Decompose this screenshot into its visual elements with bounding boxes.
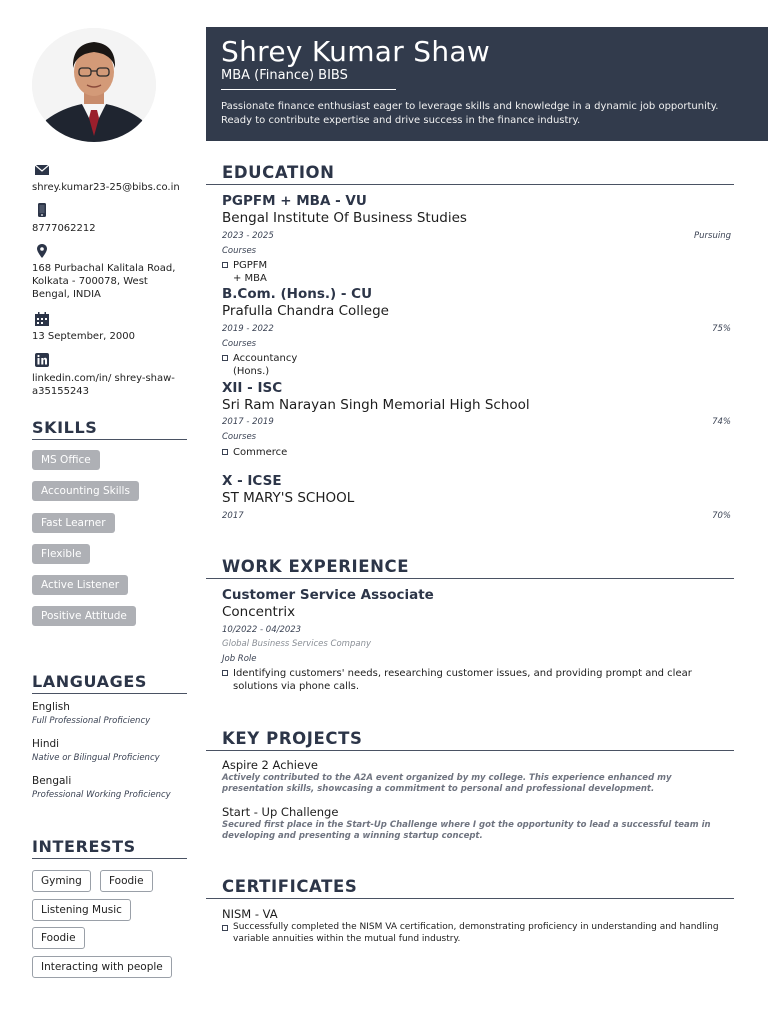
envelope-icon xyxy=(34,162,50,178)
interest-tag: Foodie xyxy=(32,927,85,949)
education-score: Pursuing xyxy=(694,231,731,241)
project-description: Actively contributed to the A2A event organized by my college. This experience enhanced my presentation skills, showcasing a commitment to personal and professional development. xyxy=(222,773,672,794)
interest-tag: Listening Music xyxy=(32,899,131,921)
skill-tag: Active Listener xyxy=(32,575,128,595)
interests-heading: INTERESTS xyxy=(32,837,187,859)
skill-tag: Positive Attitude xyxy=(32,606,136,626)
education-years: 2019 - 2022 xyxy=(222,324,274,334)
profile-header xyxy=(206,27,768,141)
bullet-square-icon xyxy=(222,355,228,361)
profile-summary: Passionate finance enthusiast eager to leverage skills and knowledge in a dynamic job opportunity. Ready to contribute expertise and drive success in the finance industry. xyxy=(221,101,719,126)
candidate-degree: MBA (Finance) BIBS xyxy=(221,68,348,83)
language-level: Native or Bilingual Proficiency xyxy=(32,753,160,763)
language-level: Professional Working Proficiency xyxy=(32,790,171,800)
contact-email[interactable]: shrey.kumar23-25@bibs.co.in xyxy=(32,182,180,193)
languages-heading: LANGUAGES xyxy=(32,672,187,694)
interest-tag: Gyming xyxy=(32,870,91,892)
education-degree: XII - ISC xyxy=(222,380,283,396)
job-role-label: Job Role xyxy=(222,654,257,664)
education-years: 2023 - 2025 xyxy=(222,231,274,241)
skill-tag: Fast Learner xyxy=(32,513,115,533)
education-school: Bengal Institute Of Business Studies xyxy=(222,210,467,226)
project-description: Secured first place in the Start-Up Challenge where I got the opportunity to lead a successful team in developing and presenting a winning startup concept. xyxy=(222,820,711,841)
job-title: Customer Service Associate xyxy=(222,587,434,603)
language-name: English xyxy=(32,701,70,713)
linkedin-icon xyxy=(34,352,50,368)
education-score: 74% xyxy=(712,417,731,427)
skill-tag: Flexible xyxy=(32,544,90,564)
contact-phone[interactable]: 8777062212 xyxy=(32,223,96,234)
certificates-heading: CERTIFICATES xyxy=(206,877,734,899)
education-score: 70% xyxy=(712,511,731,521)
skill-tag: MS Office xyxy=(32,450,100,470)
courses-label: Courses xyxy=(222,339,257,349)
language-level: Full Professional Proficiency xyxy=(32,716,151,726)
contact-linkedin[interactable]: linkedin.com/in/ shrey-shaw-a35155243 xyxy=(32,373,175,397)
bullet-square-icon xyxy=(222,262,228,268)
education-heading: EDUCATION xyxy=(206,163,734,185)
language-name: Bengali xyxy=(32,775,72,787)
phone-icon xyxy=(34,202,50,218)
bullet-square-icon xyxy=(222,449,228,455)
company-name: Concentrix xyxy=(222,604,296,620)
education-school: ST MARY'S SCHOOL xyxy=(222,490,355,506)
education-degree: PGPFM + MBA - VU xyxy=(222,193,367,209)
project-name: Aspire 2 Achieve xyxy=(222,758,318,772)
certificate-name: NISM - VA xyxy=(222,907,278,921)
skills-heading: SKILLS xyxy=(32,418,187,440)
project-name: Start - Up Challenge xyxy=(222,805,339,819)
header-divider xyxy=(221,89,396,90)
education-degree: X - ICSE xyxy=(222,473,282,489)
interest-tag: Foodie xyxy=(100,870,153,892)
calendar-icon xyxy=(34,311,50,327)
contact-address: 168 Purbachal Kalitala Road, Kolkata - 700078, West Bengal, INDIA xyxy=(32,263,176,300)
courses-label: Courses xyxy=(222,246,257,256)
interest-tag: Interacting with people xyxy=(32,956,172,978)
candidate-name: Shrey Kumar Shaw xyxy=(221,35,491,68)
location-pin-icon xyxy=(34,243,50,259)
bullet-square-icon xyxy=(222,670,228,676)
education-score: 75% xyxy=(712,324,731,334)
company-description: Global Business Services Company xyxy=(222,639,371,649)
contact-dob: 13 September, 2000 xyxy=(32,331,135,342)
education-years: 2017 - 2019 xyxy=(222,417,274,427)
job-dates: 10/2022 - 04/2023 xyxy=(222,625,302,635)
language-name: Hindi xyxy=(32,738,60,750)
courses-label: Courses xyxy=(222,432,257,442)
education-school: Sri Ram Narayan Singh Memorial High School xyxy=(222,397,530,413)
education-school: Prafulla Chandra College xyxy=(222,303,389,319)
skill-tag: Accounting Skills xyxy=(32,481,139,501)
projects-heading: KEY PROJECTS xyxy=(206,729,734,751)
bullet-square-icon xyxy=(222,925,228,931)
profile-photo xyxy=(32,28,156,142)
education-years: 2017 xyxy=(222,511,244,521)
work-heading: WORK EXPERIENCE xyxy=(206,557,734,579)
education-degree: B.Com. (Hons.) - CU xyxy=(222,286,373,302)
